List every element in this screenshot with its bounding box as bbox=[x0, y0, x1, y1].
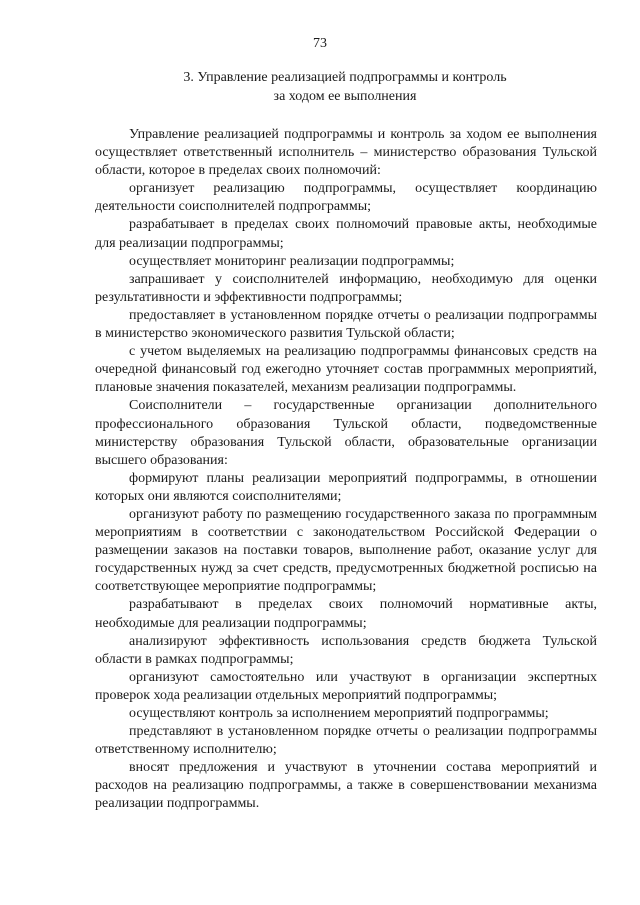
paragraph: запрашивает у соисполнителей информацию, необходимую для оценки результативности и эффективности подпрограммы; bbox=[95, 271, 597, 305]
paragraph: анализируют эффективность использования средств бюджета Тульской области в рамках подпрограммы; bbox=[95, 633, 597, 667]
paragraph: Управление реализацией подпрограммы и контроль за ходом ее выполнения осуществляет ответственный исполнитель – министерство образования Тульской области, которое в пределах своих полномочий: bbox=[95, 127, 597, 179]
section-heading-line-1: 3. Управление реализацией подпрограммы и контроль bbox=[183, 70, 507, 85]
paragraph: разрабатывает в пределах своих полномочий правовые акты, необходимые для реализации подпрограммы; bbox=[95, 217, 597, 251]
paragraph: организуют работу по размещению государственного заказа по программным мероприятиям в соответствии с законодательством Российской Федерации о размещении заказов на поставки товаров, выполнение работ, оказание услуг для государственных нужд за счет средств, предусмотренных бюджетной росписью на соответствующее мероприятие подпрограммы; bbox=[95, 506, 597, 595]
paragraph: организуют самостоятельно или участвуют в организации экспертных проверок хода реализации отдельных мероприятий подпрограммы; bbox=[95, 669, 597, 703]
document-body bbox=[95, 126, 597, 814]
paragraph: вносят предложения и участвуют в уточнении состава мероприятий и расходов на реализацию подпрограммы, а также в совершенствовании механизма реализации подпрограммы. bbox=[95, 760, 597, 812]
page-number: 73 bbox=[313, 36, 327, 51]
section-heading bbox=[95, 68, 595, 106]
paragraph: предоставляет в установленном порядке отчеты о реализации подпрограммы в министерство экономического развития Тульской области; bbox=[95, 307, 597, 342]
paragraph: разрабатывают в пределах своих полномочий нормативные акты, необходимые для реализации подпрограммы; bbox=[95, 597, 597, 631]
paragraph: представляют в установленном порядке отчеты о реализации подпрограммы ответственному исполнителю; bbox=[95, 724, 597, 758]
section-heading-line-2: за ходом ее выполнения bbox=[273, 89, 417, 104]
paragraph: с учетом выделяемых на реализацию подпрограммы финансовых средств на очередной финансовый год ежегодно уточняет состав программных мероприятий, плановые значения показателей, механизм реализации подпрограммы. bbox=[95, 344, 597, 396]
paragraph: организует реализацию подпрограммы, осуществляет координацию деятельности соисполнителей подпрограммы; bbox=[95, 181, 597, 215]
paragraph: осуществляют контроль за исполнением мероприятий подпрограммы; bbox=[129, 706, 549, 721]
paragraph: формируют планы реализации мероприятий подпрограммы, в отношении которых они являются соисполнителями; bbox=[95, 470, 597, 504]
paragraph: осуществляет мониторинг реализации подпрограммы; bbox=[129, 253, 455, 269]
paragraph: Соисполнители – государственные организации дополнительного профессионального образования Тульской области, подведомственные министерству образования Тульской области, образовательные организации высшего образования: bbox=[95, 398, 597, 468]
